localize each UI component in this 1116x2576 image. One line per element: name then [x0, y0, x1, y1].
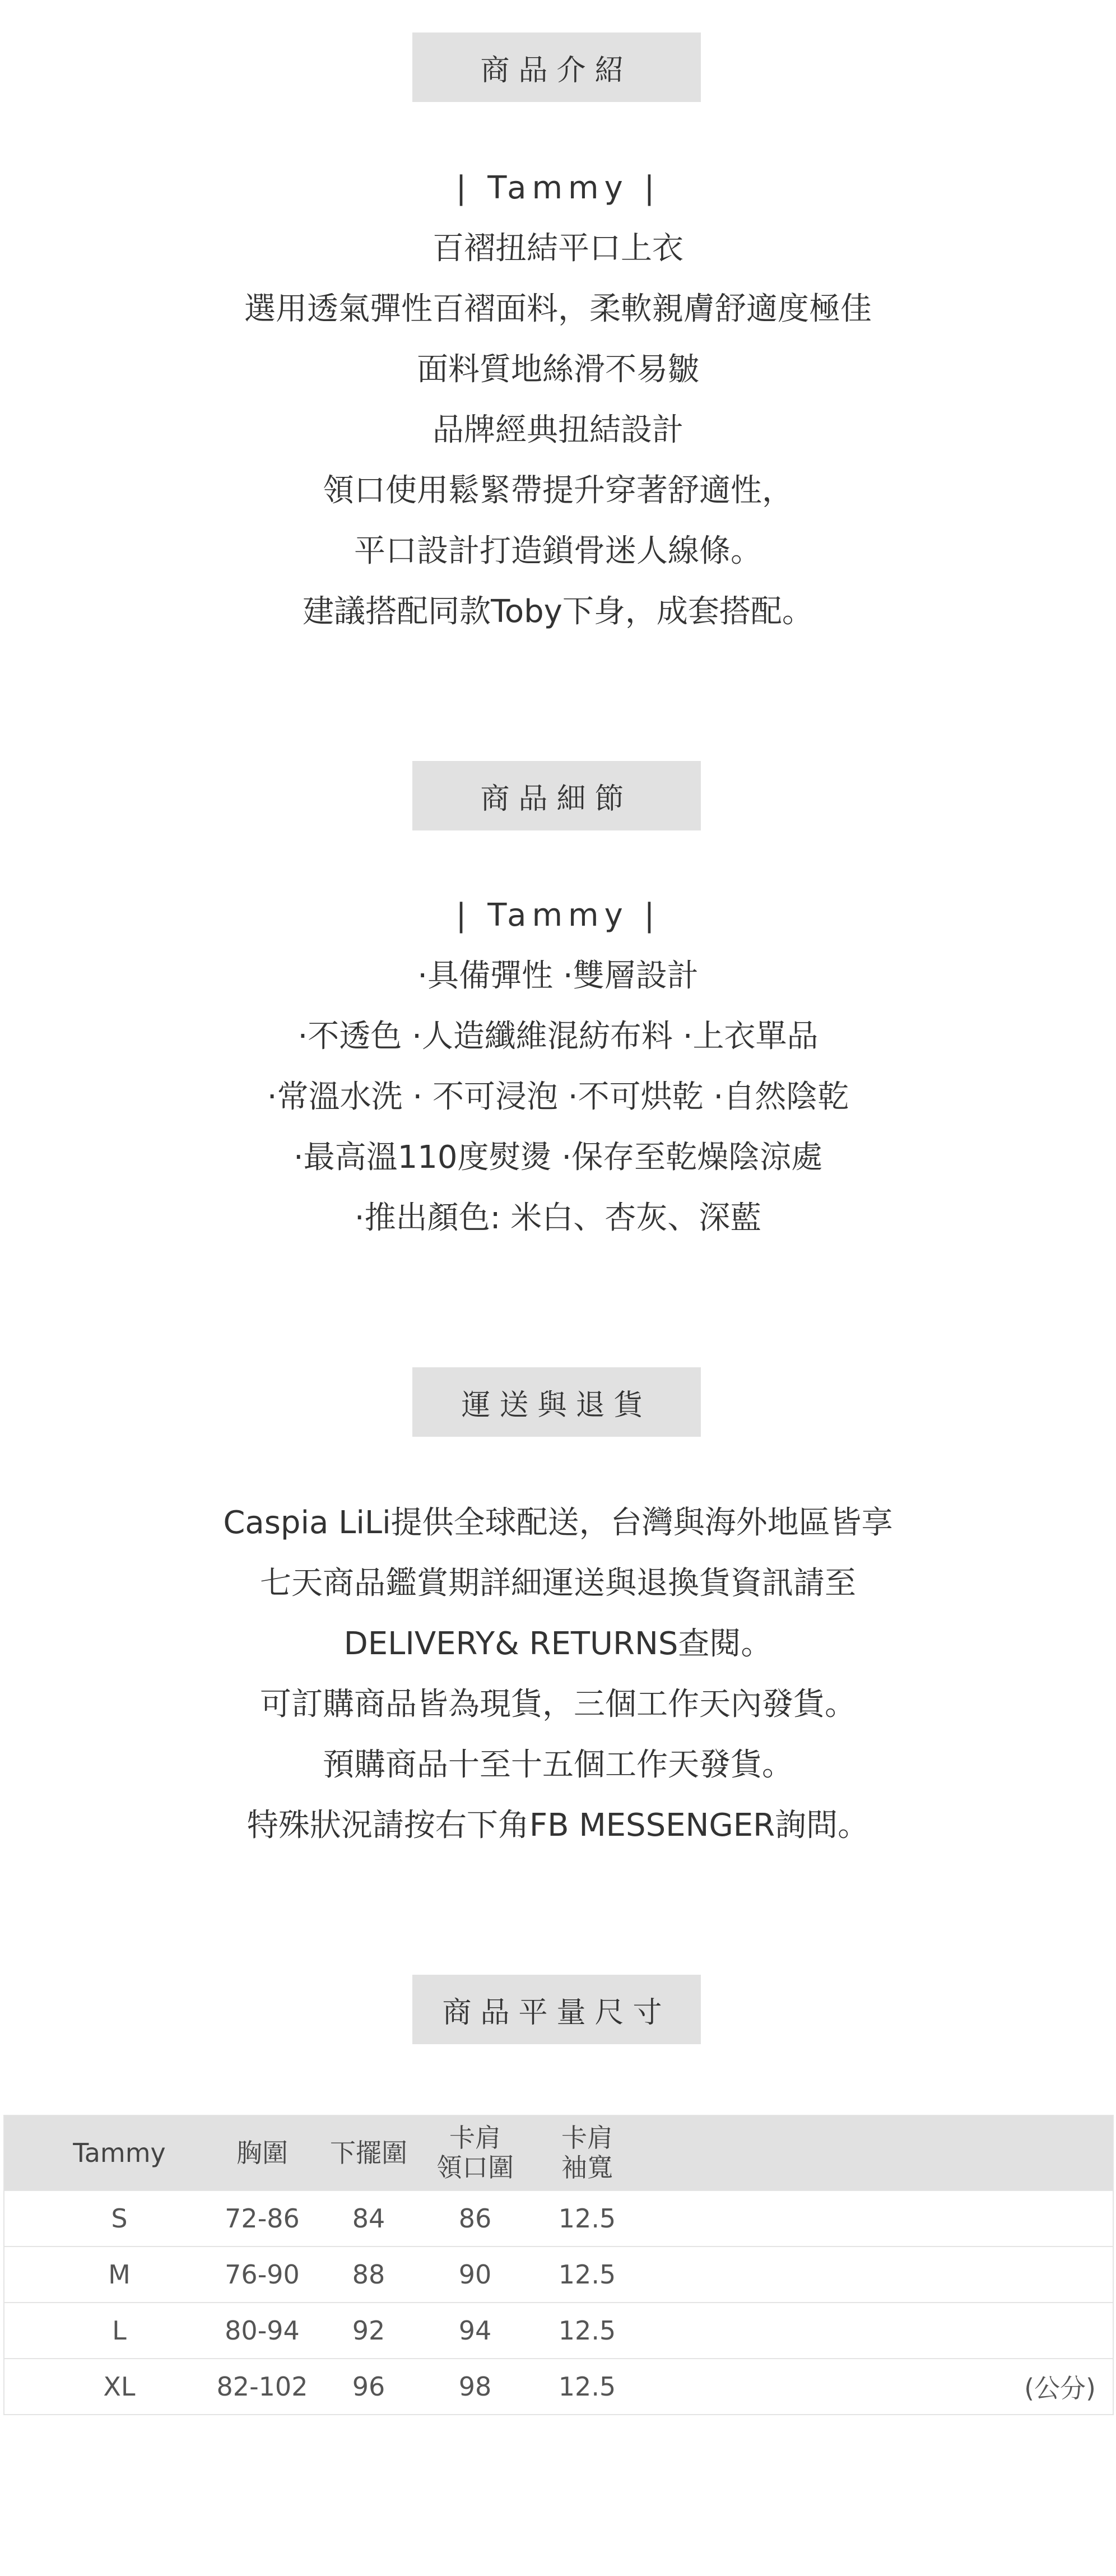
details-line: ·不透色 ·人造纖維混紡布料 ·上衣單品: [297, 1018, 819, 1055]
section-heading-shipping-label: 運送與退貨: [461, 1388, 652, 1422]
intro-line: 平口設計打造鎖骨迷人線條。: [354, 533, 762, 569]
details-brand-line: | Tammy |: [455, 897, 661, 934]
table-row: [4, 2358, 1113, 2414]
hem-value: 84: [352, 2203, 385, 2234]
intro-line: 建議搭配同款Toby下身，成套搭配。: [303, 593, 813, 630]
col-header-name: Tammy: [73, 2137, 166, 2168]
intro-line: 百褶扭結平口上衣: [433, 230, 683, 267]
size-table-header: [4, 2116, 1113, 2190]
intro-line: 面料質地絲滑不易皺: [417, 351, 699, 388]
neckline-value: 90: [458, 2259, 492, 2290]
shipping-line: DELIVERY& RETURNS查閱。: [343, 1626, 773, 1662]
details-text-block: [0, 885, 1116, 1248]
details-line: ·常溫水洗 · 不可浸泡 ·不可烘乾 ·自然陰乾: [267, 1079, 849, 1115]
shipping-line: 七天商品鑑賞期詳細運送與退換貨資訊請至: [260, 1565, 856, 1602]
table-row: [4, 2302, 1113, 2358]
details-line: ·具備彈性 ·雙層設計: [417, 958, 699, 994]
size-label: S: [111, 2203, 128, 2234]
sleeve-value: 12.5: [558, 2315, 616, 2346]
hem-value: 92: [352, 2315, 385, 2346]
intro-text-block: [0, 158, 1116, 642]
size-label: XL: [103, 2371, 136, 2402]
section-heading-intro: [412, 33, 701, 102]
chest-value: 72-86: [225, 2203, 300, 2234]
sleeve-value: 12.5: [558, 2203, 616, 2234]
col-header-neckline: 卡肩 領口圍: [436, 2123, 514, 2183]
table-row: [4, 2190, 1113, 2246]
chest-value: 82-102: [216, 2371, 308, 2402]
unit-label: (公分): [1024, 2373, 1096, 2403]
hem-value: 96: [352, 2371, 385, 2402]
col-header-hem: 下擺圍: [330, 2137, 407, 2168]
shipping-text-block: [0, 1493, 1116, 1856]
size-label: M: [108, 2259, 131, 2290]
sleeve-value: 12.5: [558, 2259, 616, 2290]
section-heading-size-label: 商品平量尺寸: [442, 1995, 671, 2030]
details-line: ·最高溫110度熨燙 ·保存至乾燥陰涼處: [293, 1139, 823, 1176]
chest-value: 76-90: [225, 2259, 300, 2290]
shipping-line: 預購商品十至十五個工作天發貨。: [323, 1747, 793, 1783]
section-heading-details: [412, 761, 701, 830]
neckline-value: 86: [458, 2203, 492, 2234]
section-heading-details-label: 商品細節: [480, 782, 633, 816]
intro-line: 選用透氣彈性百褶面料，柔軟親膚舒適度極佳: [244, 291, 872, 327]
col-header-chest: 胸圍: [236, 2137, 288, 2168]
section-heading-size: [412, 1975, 701, 2044]
hem-value: 88: [352, 2259, 385, 2290]
sleeve-value: 12.5: [558, 2371, 616, 2402]
col-header-sleeve: 卡肩 袖寬: [561, 2123, 613, 2183]
shipping-line: 特殊狀況請按右下角FB MESSENGER詢問。: [247, 1807, 869, 1844]
intro-line: 品牌經典扭結設計: [433, 412, 683, 448]
intro-line: 領口使用鬆緊帶提升穿著舒適性，: [323, 472, 793, 509]
shipping-line: 可訂購商品皆為現貨，三個工作天內發貨。: [260, 1686, 856, 1723]
section-heading-shipping: [412, 1367, 701, 1437]
size-table: [3, 2115, 1114, 2415]
details-line: ·推出顏色: 米白、杏灰、深藍: [354, 1200, 762, 1236]
neckline-value: 98: [458, 2371, 492, 2402]
size-label: L: [112, 2315, 127, 2346]
table-row: [4, 2246, 1113, 2302]
shipping-line: Caspia LiLi提供全球配送，台灣與海外地區皆享: [223, 1505, 893, 1541]
chest-value: 80-94: [225, 2315, 300, 2346]
neckline-value: 94: [458, 2315, 492, 2346]
intro-brand-line: | Tammy |: [455, 170, 661, 206]
section-heading-intro-label: 商品介紹: [480, 53, 633, 87]
